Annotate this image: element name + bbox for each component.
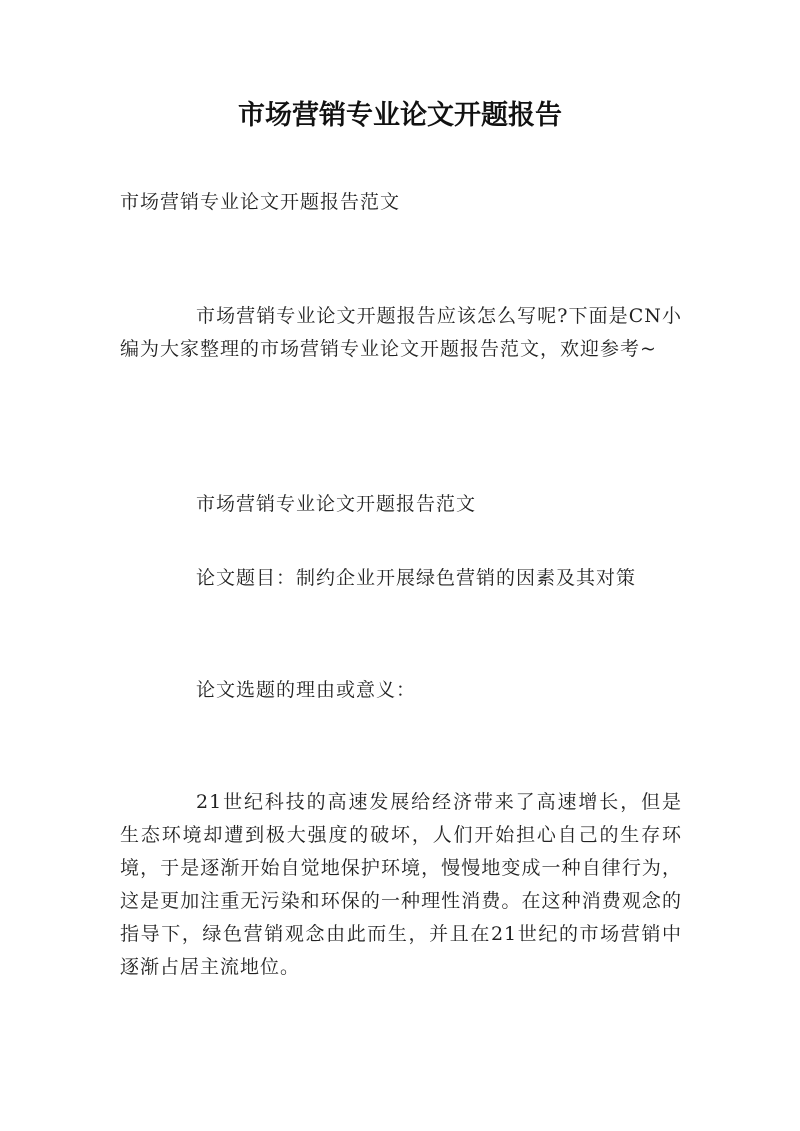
- sample-heading: 市场营销专业论文开题报告范文: [196, 493, 477, 515]
- document-subtitle: 市场营销专业论文开题报告范文: [120, 191, 401, 213]
- body-paragraph: 21世纪科技的高速发展给经济带来了高速增长，但是生态环境却遭到极大强度的破坏，人们开始担心自己的生存环境，于是逐渐开始自觉地保护环境，慢慢地变成一种自律行为，这是更加注重无污染和环保的一种理性消费。在这种消费观念的指导下，绿色营销观念由此而生，并且在21世纪的市场营销中逐渐占居主流地位。: [120, 791, 682, 978]
- reason-heading: 论文选题的理由或意义：: [196, 679, 417, 701]
- intro-paragraph: 市场营销专业论文开题报告应该怎么写呢?下面是CN小编为大家整理的市场营销专业论文开题报告范文，欢迎参考~: [120, 305, 682, 360]
- thesis-topic: 论文题目：制约企业开展绿色营销的因素及其对策: [196, 567, 637, 589]
- document-title: 市场营销专业论文开题报告: [238, 100, 562, 131]
